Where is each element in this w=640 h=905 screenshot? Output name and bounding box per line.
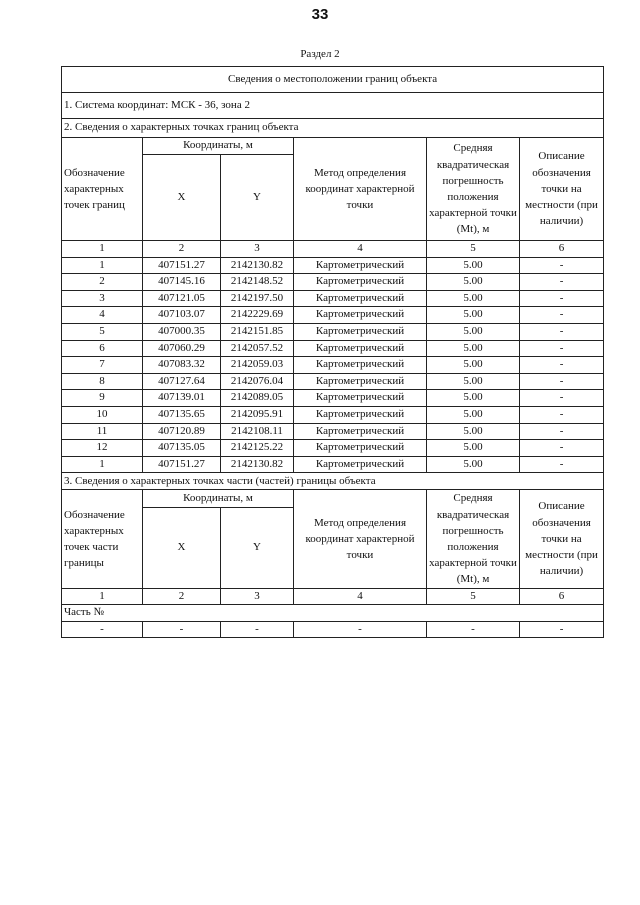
coord-x: 407120.89 [143, 423, 221, 440]
coord-x: 407121.05 [143, 290, 221, 307]
point-designation: 2 [62, 274, 143, 291]
column-number: 2 [143, 588, 221, 605]
coord-y: 2142130.82 [221, 257, 294, 274]
coord-y: 2142197.50 [221, 290, 294, 307]
description: - [520, 307, 604, 324]
table-row [62, 307, 604, 324]
column-number: 3 [221, 588, 294, 605]
header-error-part: Средняя квадратическая погрешность положения характерной точки (Mt), м [427, 490, 520, 588]
point-designation: 10 [62, 406, 143, 423]
description: - [520, 274, 604, 291]
error: 5.00 [427, 423, 520, 440]
column-number: 4 [294, 588, 427, 605]
method: Картометрический [294, 340, 427, 357]
coord-system: 1. Система координат: МСК - 36, зона 2 [62, 93, 604, 119]
point-designation: 8 [62, 373, 143, 390]
coord-x: 407135.65 [143, 406, 221, 423]
header-description: Описание обозначения точки на местности (при наличии) [520, 138, 604, 241]
coord-x: 407103.07 [143, 307, 221, 324]
error: 5.00 [427, 357, 520, 374]
coord-x: 407139.01 [143, 390, 221, 407]
error: 5.00 [427, 406, 520, 423]
coord-x: 407083.32 [143, 357, 221, 374]
table-row [62, 423, 604, 440]
part2-heading-row [62, 473, 604, 490]
section-label: Раздел 2 [300, 48, 340, 60]
table-row [62, 390, 604, 407]
header-y-part: Y [221, 507, 294, 588]
error: 5.00 [427, 290, 520, 307]
description: - [520, 323, 604, 340]
error: 5.00 [427, 440, 520, 457]
point-designation: 3 [62, 290, 143, 307]
header-designation-part: Обозначение характерных точек части границы [62, 490, 143, 588]
coord-x: 407000.35 [143, 323, 221, 340]
description: - [520, 621, 604, 638]
column-number: 1 [62, 588, 143, 605]
part2-heading: 3. Сведения о характерных точках части (частей) границы объекта [62, 473, 604, 490]
column-number: 2 [143, 241, 221, 258]
coord-x: 407151.27 [143, 456, 221, 473]
method: Картометрический [294, 406, 427, 423]
description: - [520, 373, 604, 390]
description: - [520, 456, 604, 473]
table-row [62, 290, 604, 307]
table-row [62, 357, 604, 374]
error: 5.00 [427, 456, 520, 473]
point-designation: 5 [62, 323, 143, 340]
header-method: Метод определения координат характерной точки [294, 138, 427, 241]
method: Картометрический [294, 357, 427, 374]
table-row [62, 621, 604, 638]
description: - [520, 357, 604, 374]
coord-x: 407127.64 [143, 373, 221, 390]
description: - [520, 440, 604, 457]
header-coordinates-part: Координаты, м [143, 490, 294, 507]
point-designation: 1 [62, 257, 143, 274]
coord-y: 2142125.22 [221, 440, 294, 457]
header-x: X [143, 155, 221, 241]
table-row [62, 373, 604, 390]
point-designation: - [62, 621, 143, 638]
column-number: 1 [62, 241, 143, 258]
error: 5.00 [427, 373, 520, 390]
column-number: 6 [520, 241, 604, 258]
description: - [520, 340, 604, 357]
description: - [520, 423, 604, 440]
header-designation: Обозначение характерных точек границ [62, 138, 143, 241]
header-x-part: X [143, 507, 221, 588]
header-description-part: Описание обозначения точки на местности (при наличии) [520, 490, 604, 588]
error: 5.00 [427, 323, 520, 340]
point-designation: 7 [62, 357, 143, 374]
error: 5.00 [427, 340, 520, 357]
part2-column-numbers [62, 588, 604, 605]
coord-y: 2142229.69 [221, 307, 294, 324]
coord-x: 407060.29 [143, 340, 221, 357]
point-designation: 4 [62, 307, 143, 324]
part-number-row [62, 605, 604, 622]
coord-x: 407151.27 [143, 257, 221, 274]
header-method-part: Метод определения координат характерной точки [294, 490, 427, 588]
coord-y: 2142057.52 [221, 340, 294, 357]
error: - [427, 621, 520, 638]
coord-y: 2142151.85 [221, 323, 294, 340]
coord-y: 2142130.82 [221, 456, 294, 473]
method: Картометрический [294, 423, 427, 440]
point-designation: 11 [62, 423, 143, 440]
part1-heading-row [62, 119, 604, 138]
header-error: Средняя квадратическая погрешность положения характерной точки (Mt), м [427, 138, 520, 241]
table-row [62, 323, 604, 340]
coord-y: 2142059.03 [221, 357, 294, 374]
part1-header-row-a [62, 138, 604, 155]
page-number: 33 [311, 6, 329, 23]
table-row [62, 340, 604, 357]
method: - [294, 621, 427, 638]
coord-y: 2142108.11 [221, 423, 294, 440]
method: Картометрический [294, 390, 427, 407]
point-designation: 1 [62, 456, 143, 473]
method: Картометрический [294, 440, 427, 457]
table-row [62, 406, 604, 423]
method: Картометрический [294, 323, 427, 340]
method: Картометрический [294, 307, 427, 324]
point-designation: 12 [62, 440, 143, 457]
part1-column-numbers [62, 241, 604, 258]
coord-y: 2142095.91 [221, 406, 294, 423]
table-row [62, 440, 604, 457]
method: Картометрический [294, 290, 427, 307]
table-row [62, 274, 604, 291]
title-row [62, 67, 604, 93]
coord-y: - [221, 621, 294, 638]
column-number: 6 [520, 588, 604, 605]
error: 5.00 [427, 307, 520, 324]
part2-header-row-a [62, 490, 604, 507]
coord-x: 407145.16 [143, 274, 221, 291]
method: Картометрический [294, 373, 427, 390]
table-row [62, 257, 604, 274]
description: - [520, 257, 604, 274]
boundary-table [61, 66, 604, 638]
coord-x: - [143, 621, 221, 638]
coord-y: 2142076.04 [221, 373, 294, 390]
method: Картометрический [294, 274, 427, 291]
description: - [520, 290, 604, 307]
coord-system-row [62, 93, 604, 119]
column-number: 5 [427, 588, 520, 605]
coord-y: 2142089.05 [221, 390, 294, 407]
coord-x: 407135.05 [143, 440, 221, 457]
table-row [62, 456, 604, 473]
error: 5.00 [427, 257, 520, 274]
header-coordinates: Координаты, м [143, 138, 294, 155]
part1-heading: 2. Сведения о характерных точках границ объекта [62, 119, 604, 138]
header-y: Y [221, 155, 294, 241]
error: 5.00 [427, 390, 520, 407]
method: Картометрический [294, 257, 427, 274]
description: - [520, 390, 604, 407]
coord-y: 2142148.52 [221, 274, 294, 291]
column-number: 4 [294, 241, 427, 258]
part-number-label: Часть № [62, 605, 604, 622]
column-number: 5 [427, 241, 520, 258]
error: 5.00 [427, 274, 520, 291]
point-designation: 6 [62, 340, 143, 357]
table-title: Сведения о местоположении границ объекта [62, 67, 604, 93]
point-designation: 9 [62, 390, 143, 407]
method: Картометрический [294, 456, 427, 473]
description: - [520, 406, 604, 423]
column-number: 3 [221, 241, 294, 258]
